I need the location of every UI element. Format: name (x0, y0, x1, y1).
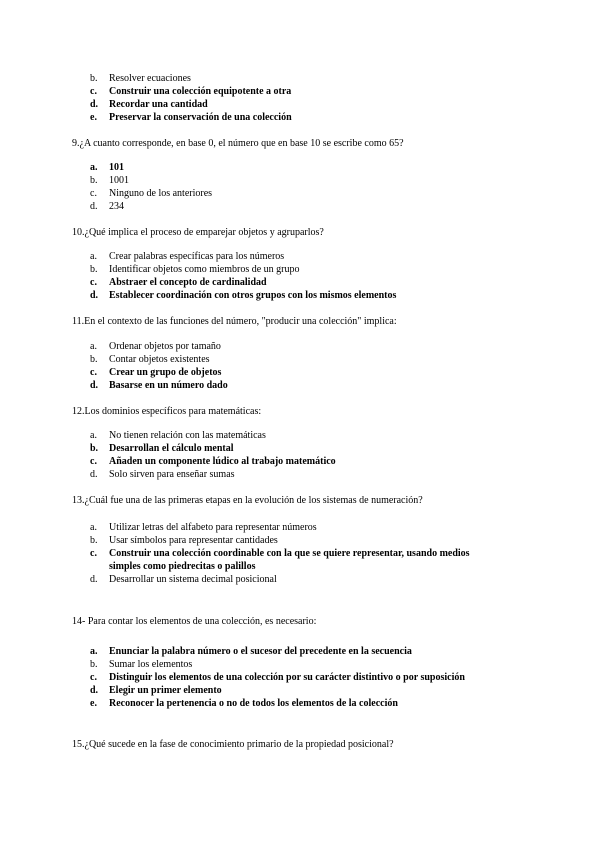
option-d: d. Basarse en un número dado (90, 380, 228, 391)
option-b: b. Identificar objetos como miembros de un grupo (90, 264, 300, 275)
question-9: 9.¿A cuanto corresponde, en base 0, el número que en base 10 se escribe como 65? (72, 138, 404, 149)
option-a: a. Enunciar la palabra número o el sucesor del precedente en la secuencia (90, 646, 412, 657)
option-b: b. Desarrollan el cálculo mental (90, 443, 234, 454)
option-e: e. Reconocer la pertenencia o no de todos los elementos de la colección (90, 698, 398, 709)
option-a: a. 101 (90, 162, 124, 173)
option-e: e. Preservar la conservación de una colección (90, 112, 292, 123)
question-15: 15.¿Qué sucede en la fase de conocimiento primario de la propiedad posicional? (72, 739, 394, 750)
option-d: d. 234 (90, 201, 124, 212)
question-11: 11.En el contexto de las funciones del número, "producir una colección" implica: (72, 316, 397, 327)
option-a: a. Crear palabras específicas para los números (90, 251, 285, 262)
option-c: c. Construir una colección coordinable con la que se quiere representar, usando medios (90, 548, 470, 559)
option-b: b. Usar símbolos para representar cantidades (90, 535, 278, 546)
option-c: c. Abstraer el concepto de cardinalidad (90, 277, 267, 288)
question-14: 14- Para contar los elementos de una colección, es necesario: (72, 616, 317, 627)
option-b: b. Resolver ecuaciones (90, 73, 191, 84)
option-c: c. Distinguir los elementos de una colección por su carácter distintivo o por suposición (90, 672, 465, 683)
question-13: 13.¿Cuál fue una de las primeras etapas en la evolución de los sistemas de numeración? (72, 495, 423, 506)
option-d: d. Recordar una cantidad (90, 99, 208, 110)
question-12: 12.Los dominios específicos para matemáticas: (72, 406, 262, 417)
option-c: c. Crear un grupo de objetos (90, 367, 222, 378)
option-a: a. Utilizar letras del alfabeto para representar números (90, 522, 317, 533)
option-d: d. Desarrollar un sistema decimal posicional (90, 574, 277, 585)
option-b: b. Contar objetos existentes (90, 354, 210, 365)
question-10: 10.¿Qué implica el proceso de emparejar objetos y agruparlos? (72, 227, 324, 238)
option-c: c. Añaden un componente lúdico al trabajo matemático (90, 456, 336, 467)
option-c-continuation: simples como piedrecitas o palillos (109, 561, 256, 572)
option-b: b. Sumar los elementos (90, 659, 193, 670)
option-a: a. Ordenar objetos por tamaño (90, 341, 221, 352)
option-d: d. Establecer coordinación con otros grupos con los mismos elementos (90, 290, 397, 301)
option-c: c. Construir una colección equipotente a otra (90, 86, 292, 97)
option-b: b. 1001 (90, 175, 129, 186)
option-a: a. No tienen relación con las matemáticas (90, 430, 266, 441)
option-d: d. Solo sirven para enseñar sumas (90, 469, 235, 480)
option-d: d. Elegir un primer elemento (90, 685, 222, 696)
option-c: c. Ninguno de los anteriores (90, 188, 213, 199)
